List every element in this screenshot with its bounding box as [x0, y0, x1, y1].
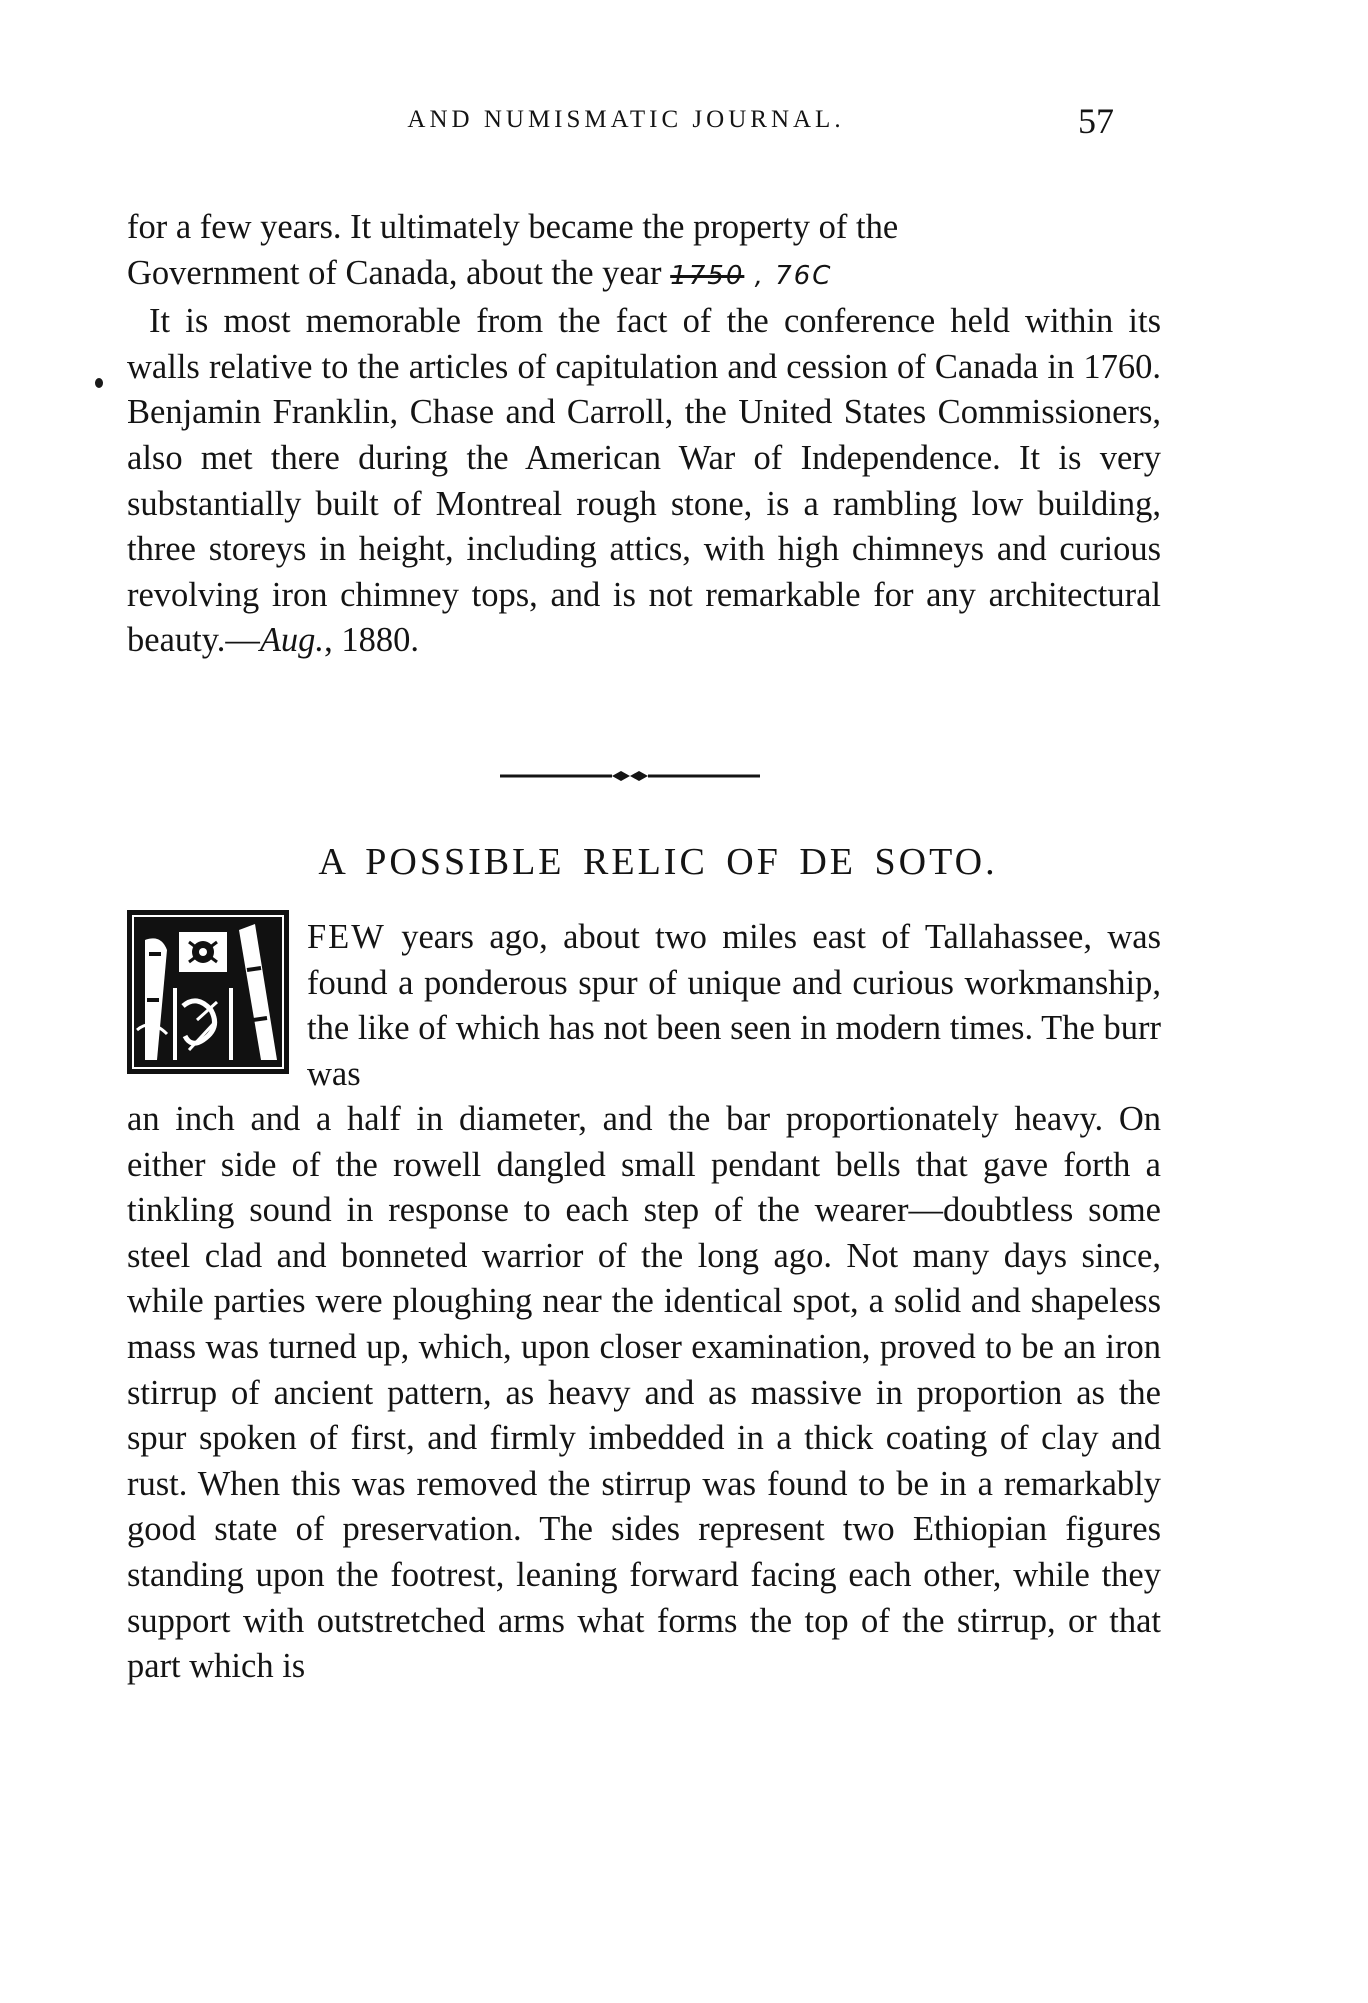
section-divider [500, 766, 760, 786]
continuation-paragraph-text: It is most memorable from the fact of the conference held within its walls relative to the articles of capitulation and cession of Canada in 1760. Benjamin Franklin, Chase and Carroll, the United States Commissioners, also met there during the American War of Independence. It is very substantially built of Montreal rough stone, is a rambling low building, three storeys in height, including attics, with high chimneys and curious revolving iron chimney tops, and is not remarkable for any architectural beauty.— [127, 302, 1161, 660]
continuation-line-2 [127, 251, 1161, 300]
handwritten-correction: , 76C [754, 260, 833, 291]
handwritten-annotation [670, 261, 832, 291]
date-year: , 1880. [324, 621, 419, 660]
article-opening [307, 915, 1161, 1097]
continuation-line-2-text: Government of Canada, about the year [127, 253, 662, 292]
article-title: A POSSIBLE RELIC OF DE SOTO. [318, 841, 998, 883]
opening-text: years ago, about two miles east of Tallahassee, was found a ponderous spur of unique and curious workmanship, the like of which has not been seen in modern times. The burr was [307, 918, 1161, 1093]
article-body [127, 1097, 1161, 1690]
date-month: Aug. [259, 621, 325, 660]
continuation-text [127, 205, 1161, 664]
first-word-rest: FEW [307, 918, 386, 956]
margin-mark [95, 378, 103, 388]
page-number: 57 [1078, 101, 1114, 141]
struck-year: 1750 [670, 260, 745, 291]
article-body-paragraph: an inch and a half in diameter, and the bar proportionately heavy. On either side of the rowell dangled small pendant bells that gave forth a tinkling sound in response to each step of the wearer—doubtless some steel clad and bonneted warrior of the long ago. Not many days since, while parties were ploughing near the identical spot, a solid and shapeless mass was turned up, which, upon closer examination, proved to be an iron stirrup of ancient pattern, as heavy and as massive in proportion as the spur spoken of first, and firmly imbedded in a thick coating of clay and rust. When this was removed the stirrup was found to be in a remarkably good state of preservation. The sides represent two Ethiopian figures standing upon the footrest, leaning forward facing each other, while they support with outstretched arms what forms the top of the stirrup, or that part which is [127, 1100, 1161, 1686]
drop-cap-a-ornament [127, 910, 289, 1074]
running-head: AND NUMISMATIC JOURNAL. [407, 106, 845, 133]
continuation-paragraph [127, 299, 1161, 664]
article-opening-paragraph [307, 915, 1161, 1097]
continuation-line-1: for a few years. It ultimately became the property of the [127, 208, 899, 246]
